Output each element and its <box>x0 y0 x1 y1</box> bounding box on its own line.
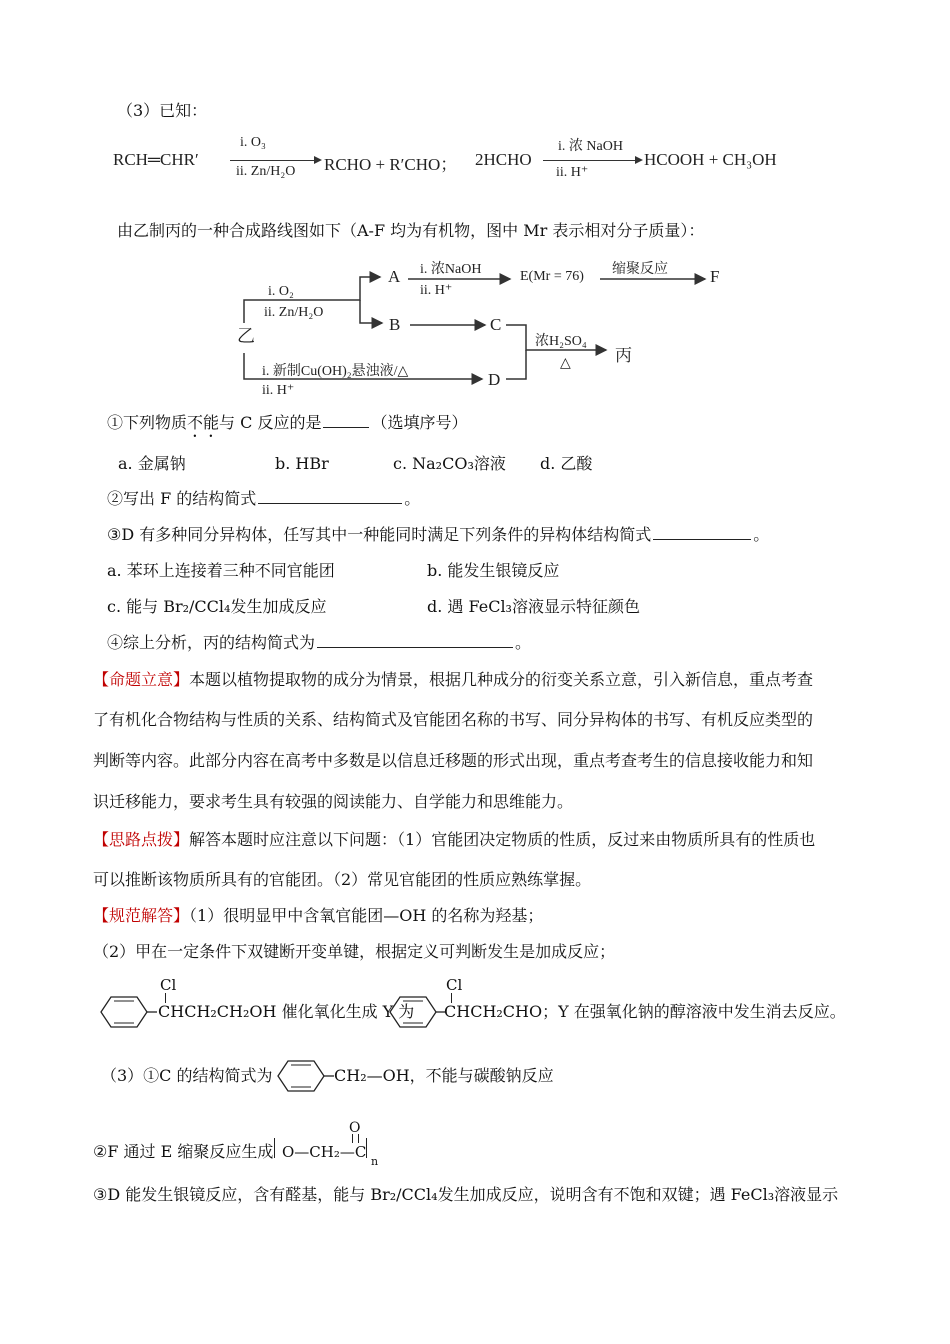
scheme-top-cond2: ii. Zn/H₂O <box>264 305 324 320</box>
known-label: （3）已知： <box>117 101 208 120</box>
answer-line-2: （2）甲在一定条件下双键断开变单键，根据定义可判断发生是加成反应； <box>93 942 616 961</box>
rxn2-cond-top: i. 浓 NaOH <box>558 139 623 154</box>
answer-carbonyl-o: O <box>349 1120 361 1136</box>
answer-tag: 【规范解答】 <box>93 906 190 925</box>
scheme-bottom-cond1: i. 新制Cu(OH)₂悬浊液/△ <box>262 364 409 379</box>
answer-polymer-unit: O—CH₂—C <box>282 1143 367 1161</box>
scheme-heat: △ <box>560 356 571 371</box>
scheme-acid-cond: 浓H₂SO₄ <box>535 334 587 349</box>
hint-line-1: 【思路点拨】解答本题时应注意以下问题：（1）官能团决定物质的性质，反过来由物质所具有的性质也 <box>93 830 816 849</box>
scheme-E: E(Mr = 76) <box>520 269 584 284</box>
scheme-E-cond: 缩聚反应 <box>612 262 668 277</box>
rxn1-product: RCHO + R′CHO； <box>324 155 458 174</box>
intent-line-3: 判断等内容。此部分内容在高考中多数是以信息迁移题的形式出现，重点考查考生的信息接收能力和知 <box>93 751 814 770</box>
q1-option-a: a. 金属钠 <box>118 454 186 473</box>
route-intro: 由乙制丙的一种合成路线图如下（A-F 均为有机物，图中 Mr 表示相对分子质量）： <box>117 221 705 240</box>
scheme-C: C <box>490 315 502 334</box>
intent-line-4: 识迁移能力，要求考生具有较强的阅读能力、自学能力和思维能力。 <box>93 792 574 811</box>
scheme-D: D <box>488 370 501 389</box>
answer-cl-2: Cl <box>446 976 463 994</box>
answer-line-4a: （3）①C 的结构简式为 <box>101 1066 273 1085</box>
q3-cond-c: c. 能与 Br₂/CCl₄发生加成反应 <box>107 597 327 616</box>
intent-tag: 【命题立意】 <box>93 670 190 689</box>
rxn2-arrow <box>543 160 641 161</box>
benzene-ring-icon <box>270 1059 334 1093</box>
scheme-top-cond1: i. O₂ <box>268 284 294 299</box>
scheme-bottom-cond2: ii. H⁺ <box>262 383 295 398</box>
rxn2-reactant: 2HCHO <box>475 150 532 169</box>
answer-line-3a: CHCH₂CH₂OH 催化氧化生成 Y 为 <box>158 1002 415 1021</box>
question-1: ①下列物质不能与 C 反应的是 （选填序号） <box>107 413 468 432</box>
intent-line-1: 【命题立意】本题以植物提取物的成分为情景，根据几种成分的衍变关系立意，引入新信息，重点考查 <box>93 670 814 689</box>
scheme-B: B <box>389 315 401 334</box>
benzene-ring-icon <box>382 995 446 1029</box>
q1-option-d: d. 乙酸 <box>540 454 593 473</box>
question-3: ③D 有多种同分异构体，任写其中一种能同时满足下列条件的异构体结构简式 。 <box>107 525 770 544</box>
rxn1-cond-top: i. O₃ <box>240 135 266 150</box>
scheme-start: 乙 <box>237 326 255 346</box>
q1-option-c: c. Na₂CO₃溶液 <box>393 454 506 473</box>
rxn1-arrow <box>230 160 320 161</box>
benzene-ring-icon <box>93 995 157 1029</box>
answer-line-3b: CHCH₂CHO；Y 在强氧化钠的醇溶液中发生消去反应。 <box>444 1002 846 1021</box>
answer-cl-1: Cl <box>160 976 177 994</box>
scheme-product: 丙 <box>615 346 632 365</box>
rxn1-reactant: RCH═CHR′ <box>113 150 199 169</box>
answer-line-5a: ②F 通过 E 缩聚反应生成 <box>93 1142 274 1161</box>
rxn2-product: HCOOH + CH₃OH <box>644 150 777 169</box>
answer-line-4b: CH₂—OH，不能与碳酸钠反应 <box>334 1066 554 1085</box>
scheme-F: F <box>710 267 720 286</box>
answer-polymer-n: n <box>371 1155 379 1168</box>
scheme-A-cond1: i. 浓NaOH <box>420 262 482 277</box>
q3-cond-a: a. 苯环上连接着三种不同官能团 <box>107 561 335 580</box>
rxn1-cond-bottom: ii. Zn/H₂O <box>236 164 296 179</box>
polymer-bracket-right <box>366 1138 367 1158</box>
hint-line-2: 可以推断该物质所具有的官能团。（2）常见官能团的性质应熟练掌握。 <box>93 870 592 889</box>
hint-tag: 【思路点拨】 <box>93 830 190 849</box>
polymer-bracket-left <box>274 1138 275 1158</box>
answer-line-1: 【规范解答】（1）很明显甲中含氧官能团—OH 的名称为羟基； <box>93 906 544 925</box>
question-4: ④综上分析，丙的结构简式为 。 <box>107 633 532 652</box>
scheme-A-cond2: ii. H⁺ <box>420 283 453 298</box>
q3-cond-b: b. 能发生银镜反应 <box>427 561 560 580</box>
answer-line-6: ③D 能发生银镜反应，含有醛基，能与 Br₂/CCl₄发生加成反应，说明含有不饱和双键；遇 FeCl₃溶液显示 <box>93 1185 839 1204</box>
emphasis-not: 不能 <box>187 413 220 432</box>
intent-line-2: 了有机化合物结构与性质的关系、结构简式及官能团名称的书写、同分异构体的书写、有机反应类型的 <box>93 710 814 729</box>
q1-option-b: b. HBr <box>275 454 329 473</box>
question-2: ②写出 F 的结构简式 。 <box>107 489 421 508</box>
rxn2-cond-bottom: ii. H⁺ <box>556 165 589 180</box>
q3-cond-d: d. 遇 FeCl₃溶液显示特征颜色 <box>427 597 640 616</box>
scheme-A: A <box>388 267 401 286</box>
